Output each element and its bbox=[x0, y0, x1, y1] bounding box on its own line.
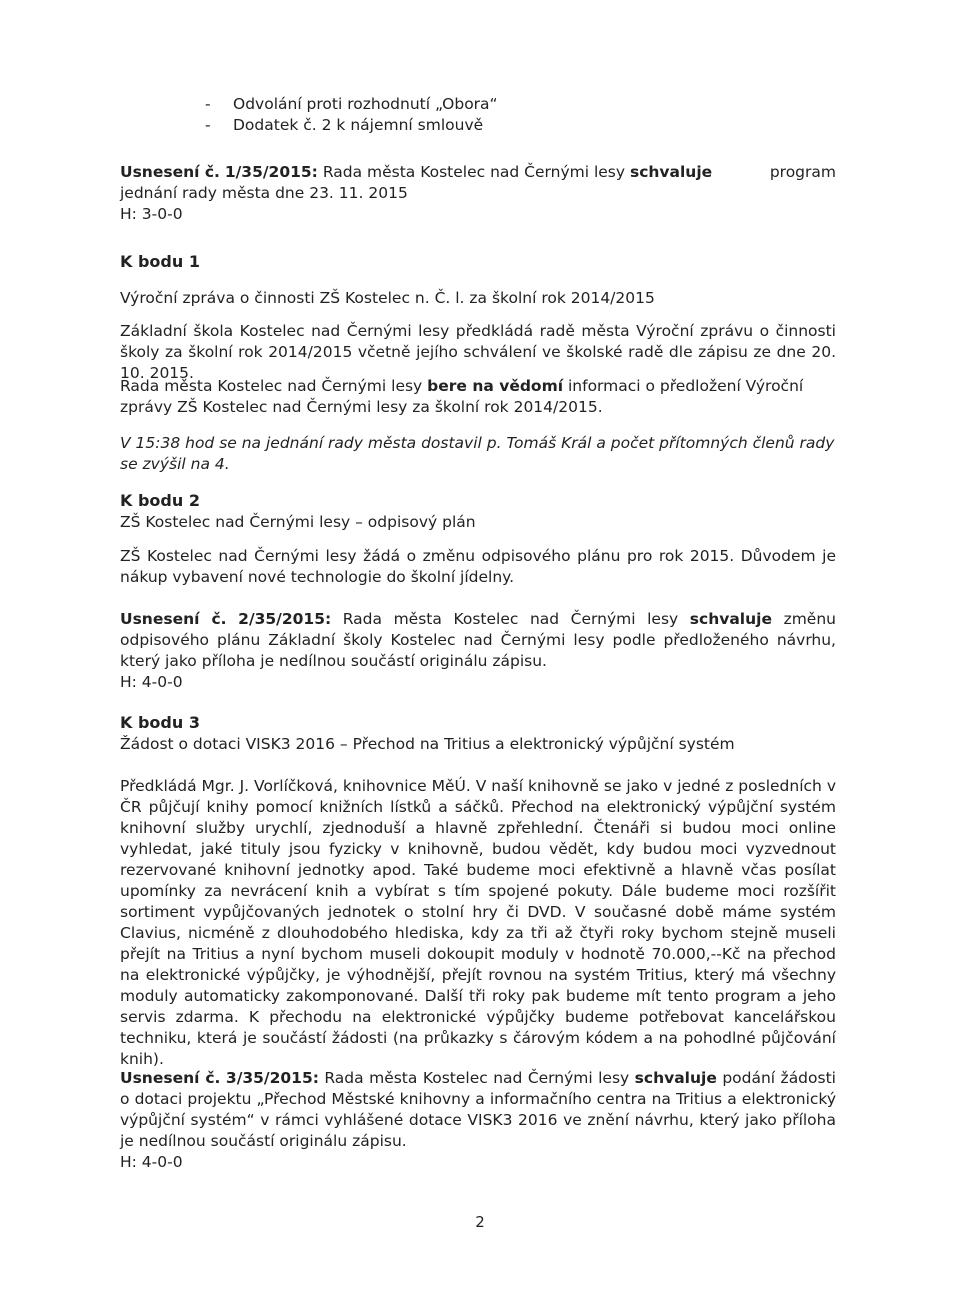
page-number: 2 bbox=[475, 1213, 485, 1231]
list-item: - Odvolání proti rozhodnutí „Obora“ bbox=[205, 95, 498, 113]
list-item: - Dodatek č. 2 k nájemní smlouvě bbox=[205, 116, 484, 134]
item-3-paragraph: Předkládá Mgr. J. Vorlíčková, knihovnice MěÚ. V naší knihovně se jako v jedné z posledních v ČR půjčují knihy pomocí knižních lístků a sáčků. Přechod na elektronický výpůjční systém knihovní služby urychlí, zjednoduší a hlavně zpřehlední. Čtenáři si budou moci online vyhledat, jaké tituly jsou fyzicky v knihovně, budou vědět, kdy budou moci vyzvednout rezervované knihovní jednotky apod. Také budeme moci efektivně a hlavně včas posílat upomínky za nevrácení knih a vybírat s tím spojené pokuty. Dále budeme moci rozšířit sortiment vypůjčovaných jednotek o stolní hry či DVD. V současné době máme systém Clavius, nicméně z dlouhodobého hlediska, kdy za tři až čtyři roky bychom stejně museli přejít na Tritius a nyní bychom museli dokoupit moduly v hodnotě 70.000,--Kč na přechod na elektronické výpůjčky, je výhodnější, přejít rovnou na systém Tritius, který má všechny moduly automaticky zakomponované. Další tři roky pak budeme mít tento program a jeho servis zdarma. K přechodu na elektronické výpůjčky budeme potřebovat kancelářskou techniku, která je součástí žádosti (na průkazky s čárovým kódem a na pohodlné půjčování knih). bbox=[120, 777, 836, 1068]
vote-result: H: 4-0-0 bbox=[120, 673, 183, 691]
item-1-paragraph: Základní škola Kostelec nad Černými lesy předkládá radě města Výroční zprávu o činnosti školy za školní rok 2014/2015 včetně jejího schválení ve školské radě dle zápisu ze dne 20. 10. 2015. bbox=[120, 322, 836, 382]
agenda-list bbox=[205, 94, 498, 136]
item-2-title: ZŠ Kostelec nad Černými lesy – odpisový plán bbox=[120, 513, 476, 531]
item-1-heading: K bodu 1 bbox=[120, 252, 200, 271]
resolution-1-line: Usnesení č. 1/35/2015: Rada města Kostelec nad Černými lesy schvaluje program bbox=[120, 163, 836, 181]
resolution-1: Usnesení č. 1/35/2015: Rada města Kostelec nad Černými lesy schvaluje program jednání rady města dne 23. 11. 2015 H: 3-0-0 bbox=[120, 163, 836, 223]
item-2-heading: K bodu 2 bbox=[120, 491, 200, 510]
item-3-title: Žádost o dotaci VISK3 2016 – Přechod na Tritius a elektronický výpůjční systém bbox=[120, 735, 735, 753]
item-3-heading: K bodu 3 bbox=[120, 713, 200, 732]
item-1-title: Výroční zpráva o činnosti ZŠ Kostelec n. Č. l. za školní rok 2014/2015 bbox=[120, 289, 655, 307]
item-1-note: V 15:38 hod se na jednání rady města dostavil p. Tomáš Král a počet přítomných členů rady se zvýšil na 4. bbox=[120, 434, 835, 473]
resolution-3: Usnesení č. 3/35/2015: Rada města Kostelec nad Černými lesy schvaluje podání žádosti o dotaci projektu „Přechod Městské knihovny a informačního centra na Tritius a elektronický výpůjční systém“ v rámci vyhlášené dotace VISK3 2016 ve znění návrhu, který jako příloha je nedílnou součástí originálu zápisu. bbox=[120, 1069, 836, 1150]
vote-result: H: 3-0-0 bbox=[120, 205, 183, 223]
vote-result: H: 4-0-0 bbox=[120, 1153, 183, 1171]
resolution-2: Usnesení č. 2/35/2015: Rada města Kostelec nad Černými lesy schvaluje změnu odpisového plánu Základní školy Kostelec nad Černými lesy podle předloženého návrhu, který jako příloha je nedílnou součástí originálu zápisu. bbox=[120, 610, 836, 670]
item-1-decision: Rada města Kostelec nad Černými lesy bere na vědomí informaci o předložení Výroční zprávy ZŠ Kostelec nad Černými lesy za školní rok 2014/2015. bbox=[120, 377, 804, 416]
item-2-paragraph: ZŠ Kostelec nad Černými lesy žádá o změnu odpisového plánu pro rok 2015. Důvodem je nákup vybavení nové technologie do školní jídelny. bbox=[120, 547, 836, 586]
